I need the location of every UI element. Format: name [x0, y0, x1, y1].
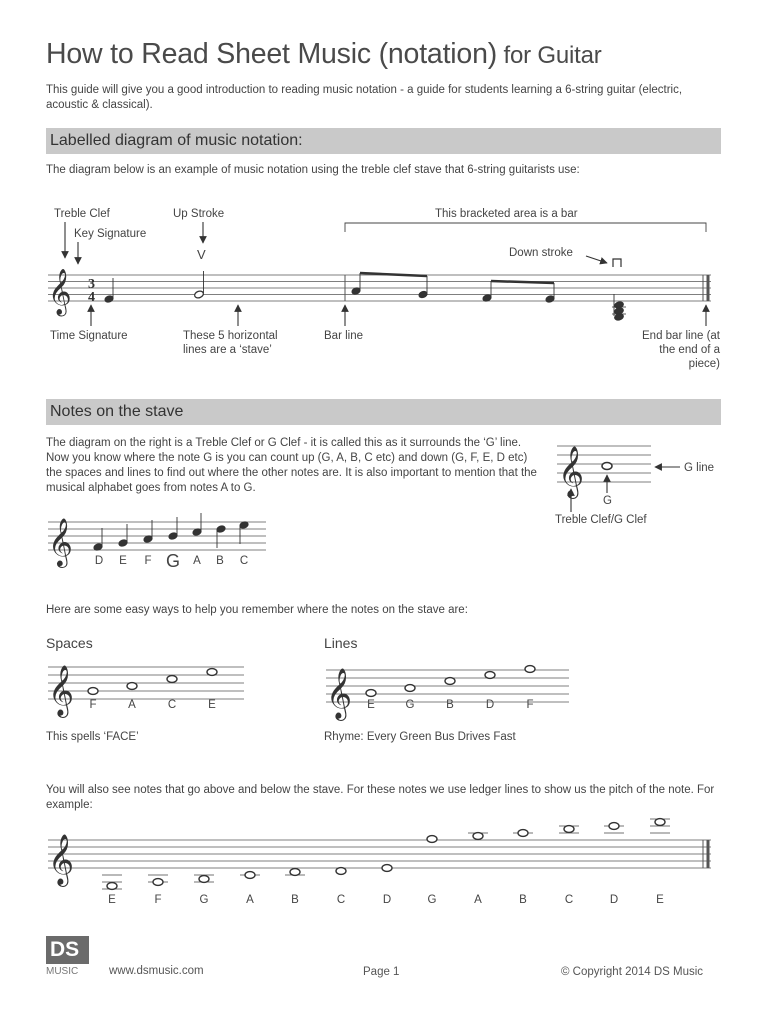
- lines-stave: [326, 670, 569, 702]
- page-title: How to Read Sheet Music (notation) for Guitar: [46, 38, 602, 70]
- spaces-note-label: F: [89, 699, 97, 711]
- ledger-note-label: E: [656, 894, 664, 906]
- scale-note-label-g: G: [165, 551, 181, 571]
- label-g-note: G: [603, 495, 612, 507]
- logo-subtext: MUSIC: [46, 966, 79, 977]
- treble-clef-icon: 𝄞: [48, 269, 72, 315]
- lines-note-label: D: [485, 699, 495, 711]
- ledger-note-label: B: [519, 894, 527, 906]
- ledger-note-label: G: [427, 894, 437, 906]
- bar-bracket: [345, 223, 706, 232]
- footer-copyright: © Copyright 2014 DS Music: [561, 966, 704, 978]
- g-note-whole: [602, 463, 612, 470]
- ledger-note-label: D: [609, 894, 619, 906]
- ledger-note-label: C: [336, 894, 346, 906]
- treble-clef-icon: 𝄞: [48, 517, 73, 566]
- treble-clef-icon: 𝄞: [558, 446, 585, 497]
- bar1-notes: [104, 271, 204, 303]
- label-stave: These 5 horizontal lines are a ‘stave’: [183, 330, 278, 356]
- label-treble-clef: Treble Clef: [54, 208, 110, 220]
- ledger-note-label: G: [199, 894, 209, 906]
- scale-note-label: B: [216, 555, 224, 567]
- lines-note-label: B: [446, 699, 454, 711]
- ledger-text: You will also see notes that go above and below the stave. For these notes we use ledger lines to show us the pitch of the note. For example:: [46, 784, 715, 811]
- section1-text: The diagram below is an example of music notation using the treble clef stave that 6-string guitarists use:: [46, 164, 580, 176]
- ledger-note-label: E: [108, 894, 116, 906]
- ledger-note-label: B: [291, 894, 299, 906]
- lines-note-label: E: [367, 699, 375, 711]
- label-key-signature: Key Signature: [74, 228, 147, 240]
- ds-music-logo: DS: [46, 936, 89, 964]
- label-up-stroke: Up Stroke: [173, 208, 225, 220]
- time-signature-bottom: 4: [88, 290, 95, 305]
- spaces-caption: This spells ‘FACE’: [46, 731, 139, 743]
- time-signature-top: 3: [88, 277, 95, 292]
- labelled-stave: [48, 275, 711, 301]
- scale-note-label: E: [119, 555, 127, 567]
- lines-note-label: F: [526, 699, 534, 711]
- down-stroke-icon: [613, 259, 621, 267]
- label-g-line: G line: [684, 462, 715, 474]
- lines-note-label: G: [405, 699, 415, 711]
- scale-notes: [93, 513, 249, 551]
- label-time-signature: Time Signature: [50, 330, 128, 342]
- treble-clef-icon: 𝄞: [48, 834, 75, 885]
- label-bar-line: Bar line: [324, 330, 363, 342]
- footer-url[interactable]: www.dsmusic.com: [109, 965, 204, 977]
- ledger-note-label: F: [154, 894, 162, 906]
- label-treble-g-clef: Treble Clef/G Clef: [555, 514, 647, 526]
- ledger-note-label: A: [474, 894, 482, 906]
- footer-page-number: Page 1: [363, 966, 400, 978]
- spaces-note-label: C: [167, 699, 177, 711]
- treble-clef-icon: 𝄞: [326, 668, 353, 719]
- spaces-title: Spaces: [46, 635, 93, 651]
- spaces-note-label: A: [128, 699, 136, 711]
- bar2-notes: [351, 273, 626, 321]
- scale-note-label: F: [144, 555, 152, 567]
- scale-note-label: D: [94, 555, 104, 567]
- lines-title: Lines: [324, 635, 358, 651]
- label-bar-bracket: This bracketed area is a bar: [435, 208, 578, 220]
- intro-text: This guide will give you a good introduction to reading music notation - a guide for students learning a 6-string guitar (electric, acoustic & classical).: [46, 84, 683, 111]
- spaces-note-label: E: [208, 699, 216, 711]
- label-down-stroke: Down stroke: [509, 247, 573, 259]
- label-end-bar-line: End bar line (at the end of a piece): [642, 330, 720, 370]
- up-stroke-symbol: V: [197, 247, 206, 262]
- ledger-note-label: D: [382, 894, 392, 906]
- scale-note-label: A: [193, 555, 201, 567]
- scale-stave: [48, 522, 266, 550]
- spaces-notes: [88, 669, 217, 695]
- remember-text: Here are some easy ways to help you remember where the notes on the stave are:: [46, 604, 468, 616]
- treble-clef-icon: 𝄞: [48, 665, 75, 716]
- ledger-note-label: C: [564, 894, 574, 906]
- lines-caption: Rhyme: Every Green Bus Drives Fast: [324, 731, 516, 743]
- section-heading-labelled-diagram: Labelled diagram of music notation:: [46, 128, 721, 154]
- ledger-stave: [48, 840, 711, 868]
- scale-note-label: C: [239, 555, 249, 567]
- ledger-note-label: A: [246, 894, 254, 906]
- section-heading-notes-on-stave: Notes on the stave: [46, 399, 721, 425]
- section2-text: The diagram on the right is a Treble Clef or G Clef - it is called this as it surrounds the ‘G’ line. Now you know where the note G is you can count up (G, A, B, C etc) and down (G, F, E, D etc) the spaces and lines to find out where the other notes are. It is also important to mention that the musical alphabet goes from notes A to G.: [46, 437, 537, 494]
